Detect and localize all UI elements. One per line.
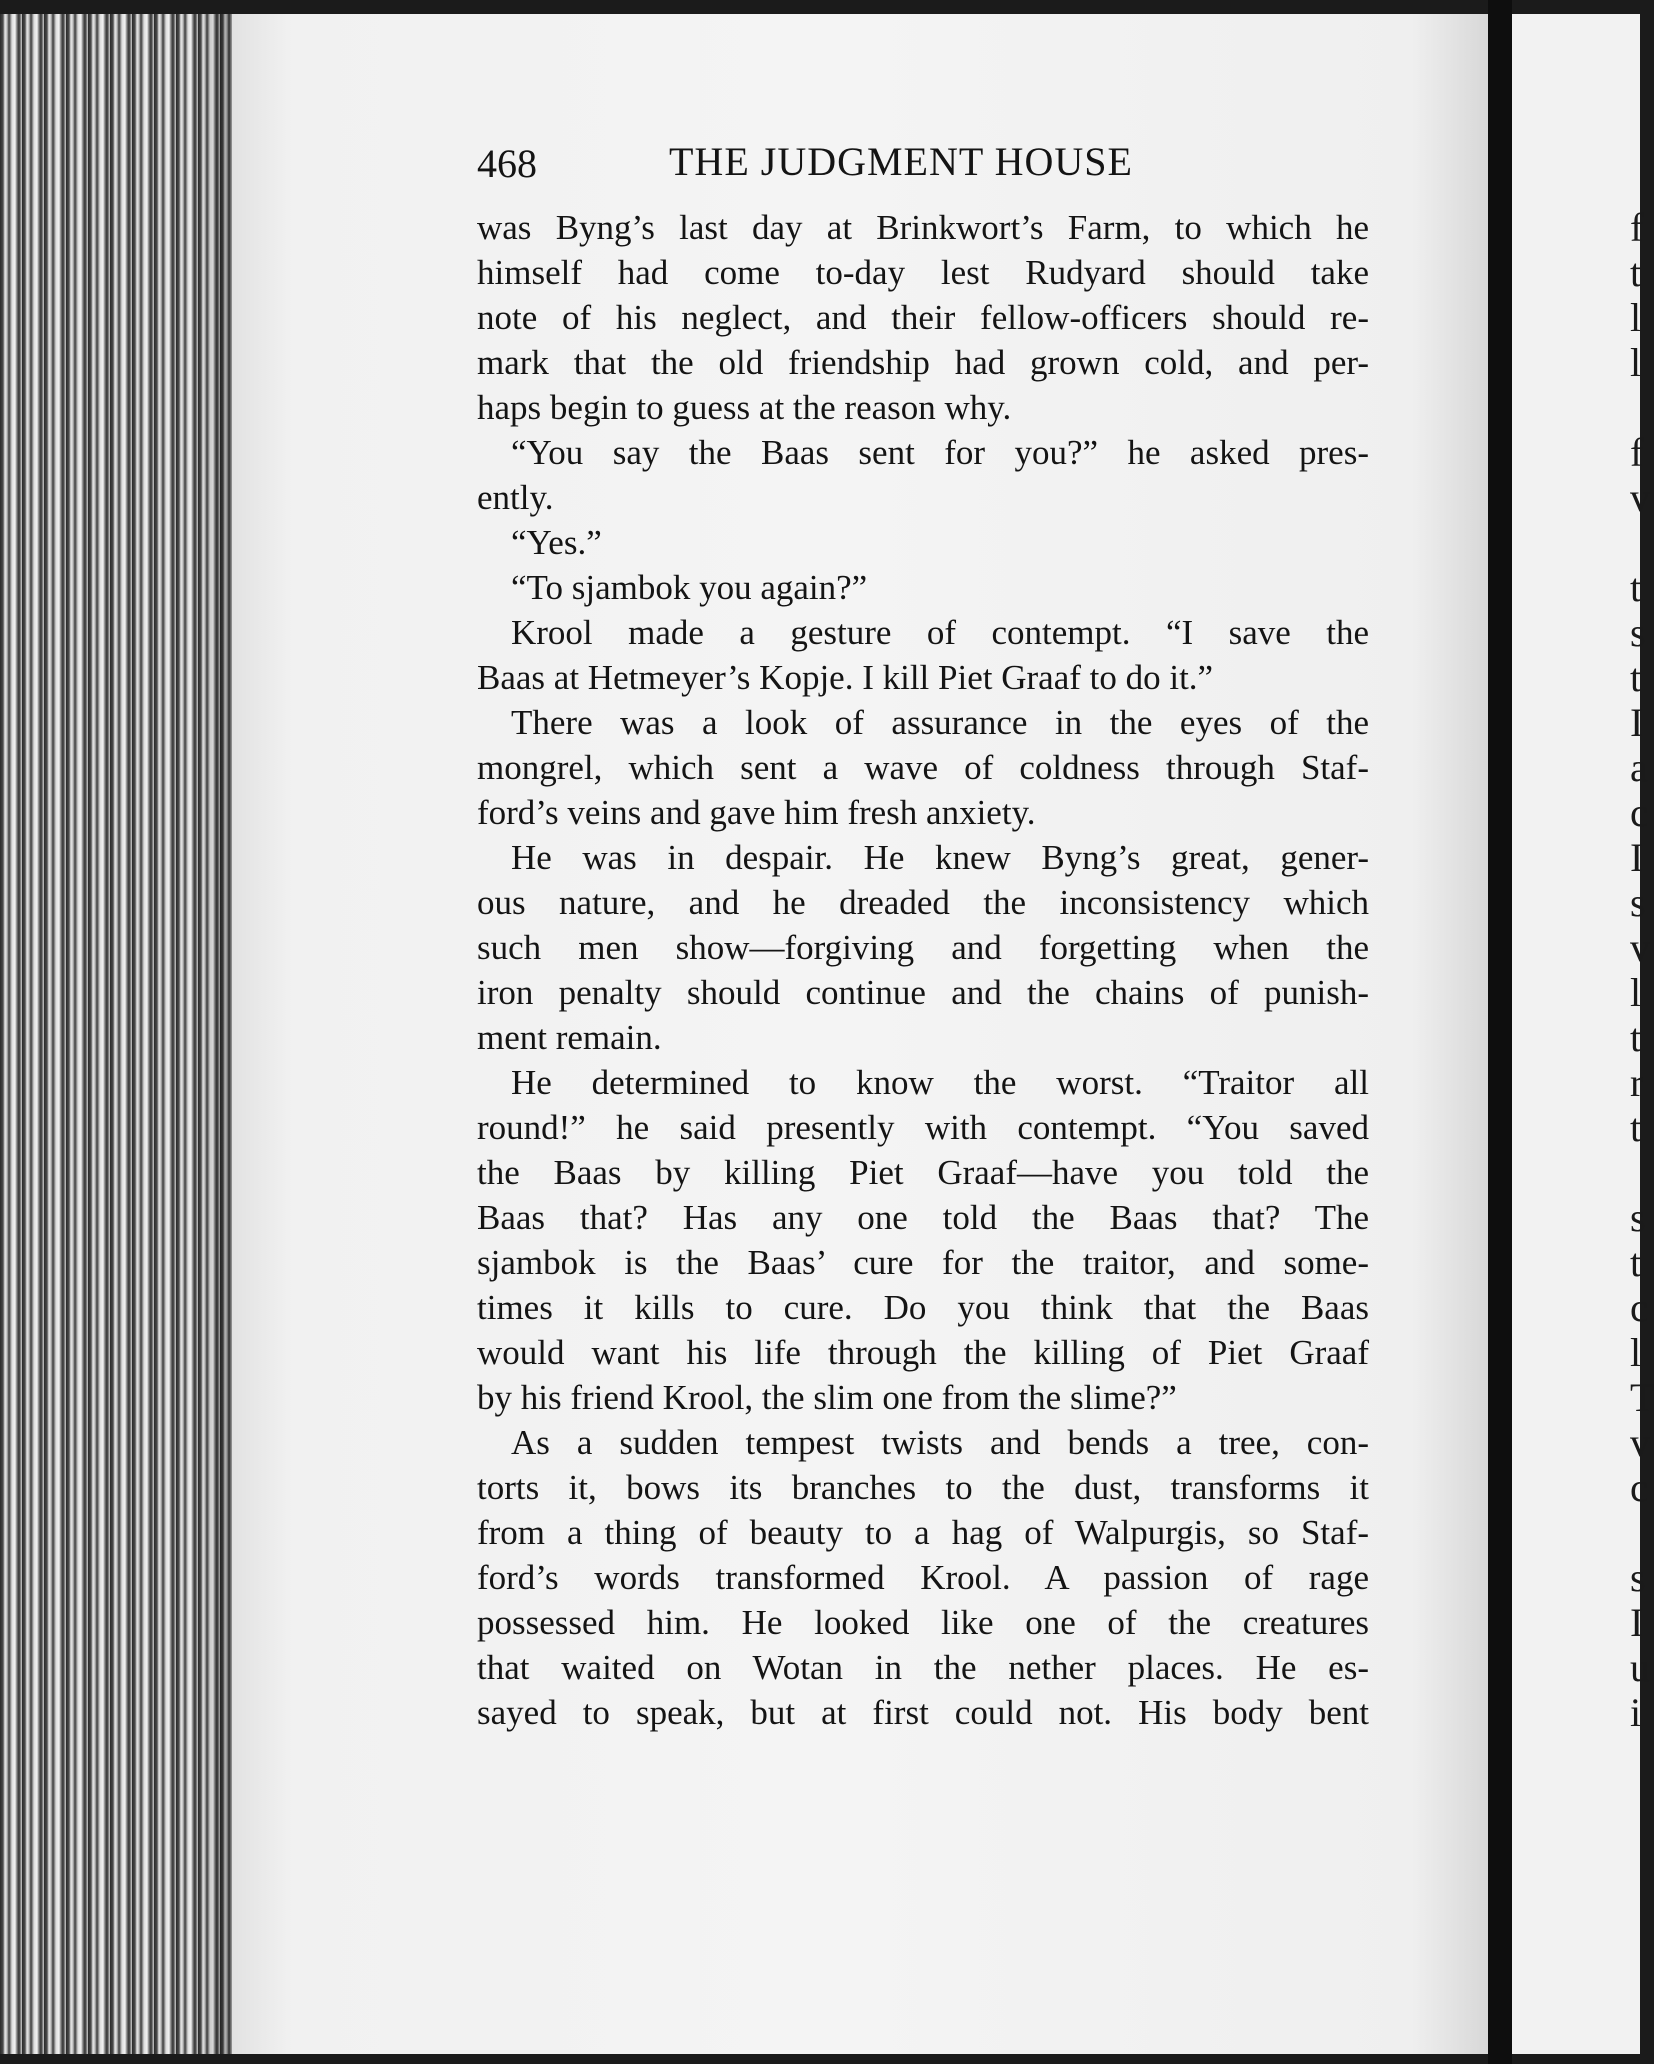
next-page-fragment: c xyxy=(1630,1285,1648,1330)
text-line: mongrel, which sent a wave of coldness through Staf- xyxy=(477,748,1369,787)
text-line: Krool made a gesture of contempt. “I save the xyxy=(511,613,1369,652)
next-page-fragment: c xyxy=(1630,1465,1648,1510)
page-number: 468 xyxy=(477,141,537,186)
next-page-fragment: v xyxy=(1630,925,1650,970)
next-page-fragment: I xyxy=(1630,700,1644,745)
body-text xyxy=(477,205,1369,1735)
text-line: ford’s words transformed Krool. A passion of rage xyxy=(477,1558,1369,1597)
text-line: from a thing of beauty to a hag of Walpurgis, so Staf- xyxy=(477,1513,1369,1552)
next-page-fragment: t xyxy=(1630,250,1642,295)
text-line: Baas at Hetmeyer’s Kopje. I kill Piet Graaf to do it.” xyxy=(477,658,1214,697)
text-line: round!” he said presently with contempt. “You saved xyxy=(477,1108,1369,1147)
text-line: such men show—forgiving and forgetting when the xyxy=(477,928,1369,967)
next-page-fragment: s xyxy=(1630,880,1646,925)
text-line: by his friend Krool, the slim one from the slime?” xyxy=(477,1378,1177,1417)
next-page-fragment: f xyxy=(1630,205,1644,250)
next-page-fragment: t xyxy=(1630,1015,1642,1060)
text-line: ently. xyxy=(477,478,554,517)
book-gutter xyxy=(1488,0,1512,2064)
next-page-fragment: i xyxy=(1630,1690,1642,1735)
running-title: THE JUDGMENT HOUSE xyxy=(669,139,1133,184)
page-edge-stack xyxy=(0,14,232,2054)
page-header xyxy=(477,140,1167,190)
text-line: note of his neglect, and their fellow-officers should re- xyxy=(477,298,1369,337)
next-page-fragment: I xyxy=(1630,835,1644,880)
next-page-fragment: r xyxy=(1630,1060,1644,1105)
next-page-fragment: T xyxy=(1630,1375,1654,1420)
next-page-fragment: t xyxy=(1630,1240,1642,1285)
next-page-fragment: s xyxy=(1630,1195,1646,1240)
text-line: “Yes.” xyxy=(511,523,602,562)
text-line: There was a look of assurance in the eyes of the xyxy=(511,703,1369,742)
next-page-edge xyxy=(1512,14,1640,2054)
text-line: He determined to know the worst. “Traitor all xyxy=(511,1063,1369,1102)
text-line: He was in despair. He knew Byng’s great, gener- xyxy=(511,838,1369,877)
text-line: torts it, bows its branches to the dust, transforms it xyxy=(477,1468,1369,1507)
text-line: himself had come to-day lest Rudyard should take xyxy=(477,253,1369,292)
text-line: “To sjambok you again?” xyxy=(511,568,868,607)
next-page-fragment: l xyxy=(1630,340,1642,385)
next-page-fragment: s xyxy=(1630,1555,1646,1600)
next-page-fragment: f xyxy=(1630,430,1644,475)
next-page-fragment: t xyxy=(1630,565,1642,610)
next-page-fragment: I xyxy=(1630,1600,1644,1645)
next-page-fragment: c xyxy=(1630,790,1648,835)
next-page-fragment: t xyxy=(1630,1105,1642,1150)
next-page-fragment: a xyxy=(1630,745,1648,790)
next-page-fragment: s xyxy=(1630,610,1646,655)
text-line: was Byng’s last day at Brinkwort’s Farm, to which he xyxy=(477,208,1369,247)
text-line: mark that the old friendship had grown cold, and per- xyxy=(477,343,1369,382)
next-page-fragment: t xyxy=(1630,655,1642,700)
next-page-fragment: l xyxy=(1630,970,1642,1015)
text-line: sjambok is the Baas’ cure for the traitor, and some- xyxy=(477,1243,1369,1282)
text-line: iron penalty should continue and the chains of punish- xyxy=(477,973,1369,1012)
text-line: “You say the Baas sent for you?” he asked pres- xyxy=(511,433,1369,472)
text-line: would want his life through the killing of Piet Graaf xyxy=(477,1333,1369,1372)
next-page-fragment: l xyxy=(1630,295,1642,340)
next-page-fragment: l xyxy=(1630,1330,1642,1375)
text-line: Baas that? Has any one told the Baas that? The xyxy=(477,1198,1369,1237)
text-line: ous nature, and he dreaded the inconsistency which xyxy=(477,883,1369,922)
text-line: possessed him. He looked like one of the creatures xyxy=(477,1603,1369,1642)
text-line: haps begin to guess at the reason why. xyxy=(477,388,1012,427)
text-line: ment remain. xyxy=(477,1018,662,1057)
text-line: the Baas by killing Piet Graaf—have you told the xyxy=(477,1153,1369,1192)
text-line: that waited on Wotan in the nether places. He es- xyxy=(477,1648,1369,1687)
text-line: As a sudden tempest twists and bends a tree, con- xyxy=(511,1423,1369,1462)
text-line: ford’s veins and gave him fresh anxiety. xyxy=(477,793,1036,832)
text-line: sayed to speak, but at first could not. His body bent xyxy=(477,1693,1369,1732)
next-page-fragment: v xyxy=(1630,1420,1650,1465)
next-page-fragment: u xyxy=(1630,1645,1650,1690)
text-line: times it kills to cure. Do you think that the Baas xyxy=(477,1288,1369,1327)
next-page-fragment: v xyxy=(1630,475,1650,520)
